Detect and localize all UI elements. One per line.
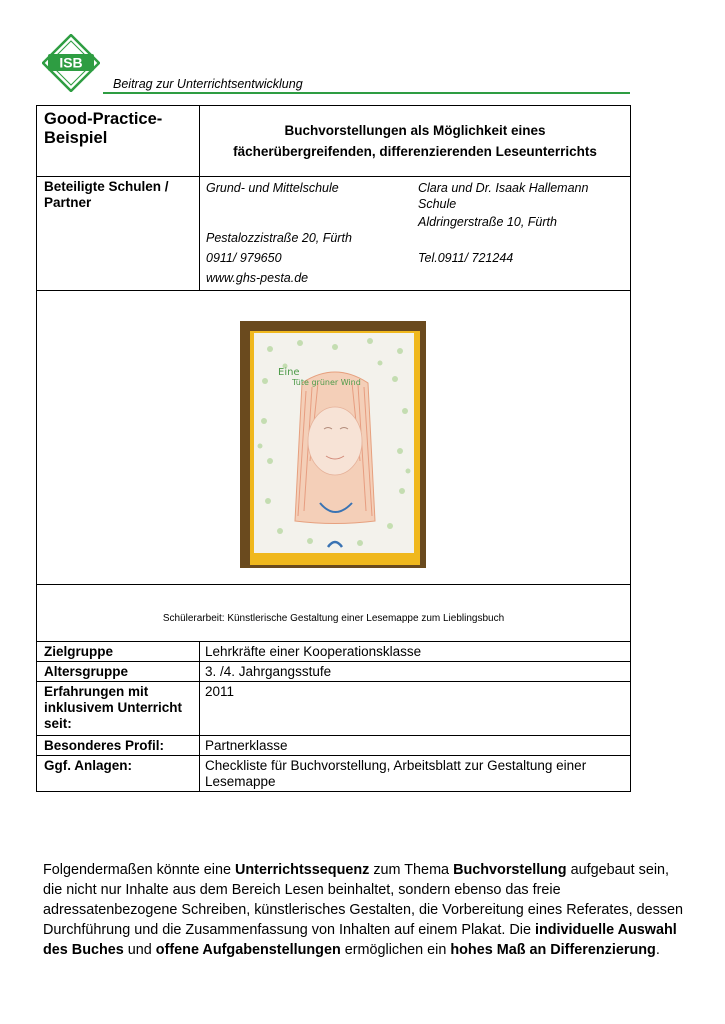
title-cell (200, 106, 631, 177)
detail-label: Zielgruppe (37, 642, 200, 662)
paragraph-bold: individuelle Auswahl des Buches (43, 922, 677, 959)
image-caption: Schülerarbeit: Künstlerische Gestaltung einer Lesemappe zum Lieblingsbuch (162, 613, 505, 624)
isb-logo (42, 34, 100, 92)
detail-value: Partnerklasse (200, 736, 631, 756)
detail-label: Altersgruppe (37, 662, 200, 682)
paragraph-bold: Unterrichtssequenz (235, 862, 370, 879)
paragraph-bold: offene Aufgabenstellungen (155, 942, 341, 959)
school2-phone: Tel.0911/ 721244 (418, 251, 514, 265)
partners-label: Beteiligte Schulen / Partner (37, 177, 200, 291)
paragraph-text: Folgendermaßen könnte eine (43, 862, 235, 879)
image-cell (37, 291, 631, 585)
paragraph-text: aufgebaut sein, die nicht nur Inhalte aus dem Bereich Lesen beinhaltet, sondern ebenso das freie adressatenbezogene Schreiben, künstlerisches Gestalten, die Vorbereitung eines Referates, dessen Durchführung und die Zusammenfassung von Inhalten auf einem Plakat. Die (43, 862, 683, 939)
paragraph-text: und (123, 942, 156, 959)
detail-row (37, 682, 631, 736)
info-table (36, 105, 631, 792)
school1-web: www.ghs-pesta.de (206, 271, 309, 285)
title-line-1: Buchvorstellungen als Möglichkeit eines (284, 123, 546, 138)
school2-street: Aldringerstraße 10, Fürth (418, 215, 557, 229)
drawing-text-2: Tüte grüner Wind (292, 378, 361, 387)
detail-row (37, 736, 631, 756)
detail-row (37, 756, 631, 792)
detail-value: 2011 (200, 682, 631, 736)
school2-name: Clara und Dr. Isaak Hallemann Schule (418, 181, 589, 211)
detail-value: Lehrkräfte einer Kooperationsklasse (200, 642, 631, 662)
paragraph-text: zum Thema (369, 862, 454, 879)
paragraph-text: ermöglichen ein (340, 942, 451, 959)
partners-cell (200, 177, 631, 291)
header-divider (103, 92, 630, 94)
detail-value: 3. /4. Jahrgangsstufe (200, 662, 631, 682)
intro-paragraph (43, 860, 688, 960)
caption-row (37, 585, 631, 642)
detail-row (37, 642, 631, 662)
drawing-text-1: Eine (278, 367, 300, 378)
paragraph-bold: Buchvorstellung (453, 862, 567, 879)
title-row (37, 106, 631, 177)
logo-text: ISB (59, 54, 83, 71)
school1-street: Pestalozzistraße 20, Fürth (206, 231, 352, 245)
paragraph-bold: hohes Maß an Differenzierung (450, 942, 656, 959)
image-row (37, 291, 631, 585)
school1-phone: 0911/ 979650 (206, 251, 282, 265)
good-practice-label: Good-Practice-Beispiel (37, 106, 200, 177)
title-line-2: fächerübergreifenden, differenzierenden Leseunterrichts (233, 144, 597, 159)
detail-label: Erfahrungen mit inklusivem Unterricht seit: (37, 682, 200, 736)
detail-label: Besonderes Profil: (37, 736, 200, 756)
school1-name: Grund- und Mittelschule (206, 181, 339, 195)
detail-row (37, 662, 631, 682)
header-subtitle: Beitrag zur Unterrichtsentwicklung (113, 77, 303, 91)
partners-row (37, 177, 631, 291)
caption-cell (37, 585, 631, 642)
detail-label: Ggf. Anlagen: (37, 756, 200, 792)
paragraph-text: . (655, 942, 660, 959)
detail-value: Checkliste für Buchvorstellung, Arbeitsblatt zur Gestaltung einer Lesemappe (200, 756, 631, 792)
student-artwork-photo (240, 321, 426, 568)
